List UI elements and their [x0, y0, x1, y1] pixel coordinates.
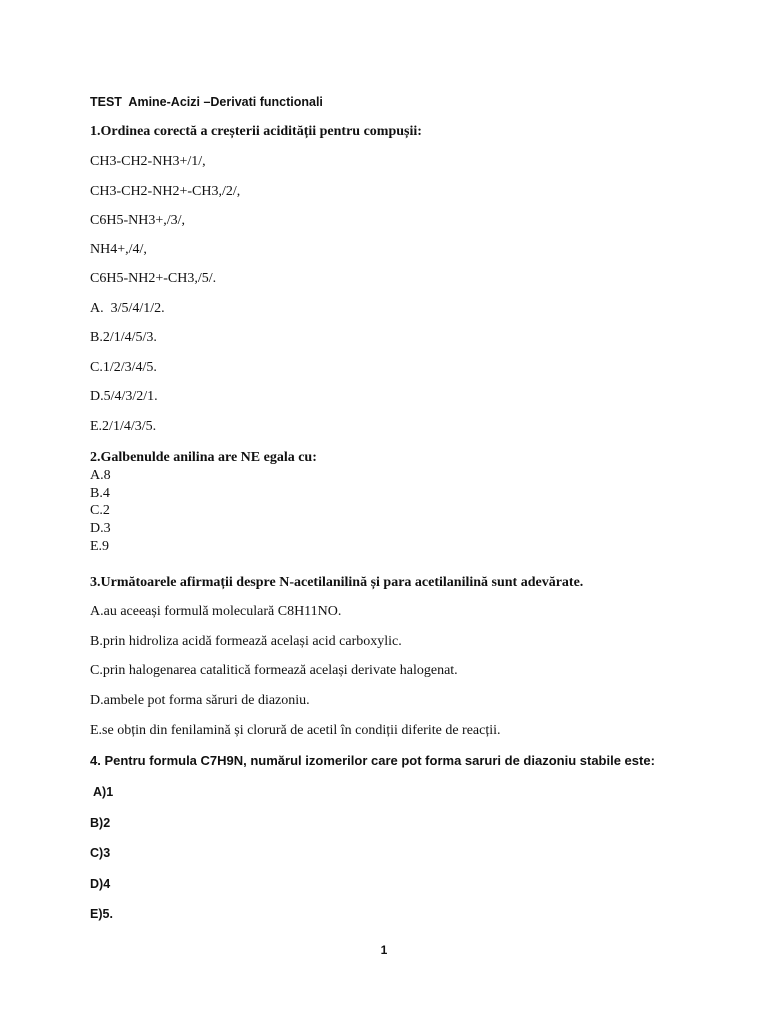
- q3-option-e: E.se obțin din fenilamină și clorură de acetil în condiții diferite de reacții.: [90, 723, 501, 738]
- q1-option-c: C.1/2/3/4/5.: [90, 360, 157, 375]
- q1-compound-2: CH3-CH2-NH2+-CH3,/2/,: [90, 184, 241, 199]
- q1-option-a: A. 3/5/4/1/2.: [90, 301, 165, 316]
- q4-option-b: B)2: [90, 816, 111, 830]
- question-2-text: 2.Galbenulde anilina are NE egala cu:: [90, 450, 317, 465]
- q2-option-d: D.3: [90, 521, 111, 536]
- page-number: 1: [380, 943, 388, 957]
- q1-option-b: B.2/1/4/5/3.: [90, 330, 157, 345]
- q1-option-d: D.5/4/3/2/1.: [90, 389, 158, 404]
- q3-option-a: A.au aceeași formulă moleculară C8H11NO.: [90, 604, 342, 619]
- document-title: TEST Amine-Acizi –Derivati functionali: [90, 95, 323, 109]
- q1-option-e: E.2/1/4/3/5.: [90, 419, 157, 434]
- q2-option-e: E.9: [90, 539, 110, 554]
- q1-compound-1: CH3-CH2-NH3+/1/,: [90, 154, 206, 169]
- q4-option-a: A)1: [90, 785, 114, 799]
- q3-option-b: B.prin hidroliza acidă formează același acid carboxylic.: [90, 634, 402, 649]
- q1-compound-4: NH4+,/4/,: [90, 242, 147, 257]
- q2-option-b: B.4: [90, 486, 110, 501]
- q2-option-a: A.8: [90, 468, 111, 483]
- question-1-text: 1.Ordinea corectă a creșterii acidității pentru compușii:: [90, 124, 422, 139]
- q4-option-e: E)5.: [90, 907, 113, 921]
- q3-option-c: C.prin halogenarea catalitică formează același derivate halogenat.: [90, 663, 458, 678]
- question-3-text: 3.Următoarele afirmații despre N-acetilanilină și para acetilanilină sunt adevărate.: [90, 575, 584, 590]
- q3-option-d: D.ambele pot forma săruri de diazoniu.: [90, 693, 310, 708]
- q4-option-d: D)4: [90, 877, 111, 891]
- q1-compound-5: C6H5-NH2+-CH3,/5/.: [90, 271, 217, 286]
- q2-option-c: C.2: [90, 503, 110, 518]
- q1-compound-3: C6H5-NH3+,/3/,: [90, 213, 186, 228]
- q4-option-c: C)3: [90, 846, 111, 860]
- question-4-text: 4. Pentru formula C7H9N, numărul izomerilor care pot forma saruri de diazoniu stabile este:: [90, 753, 655, 768]
